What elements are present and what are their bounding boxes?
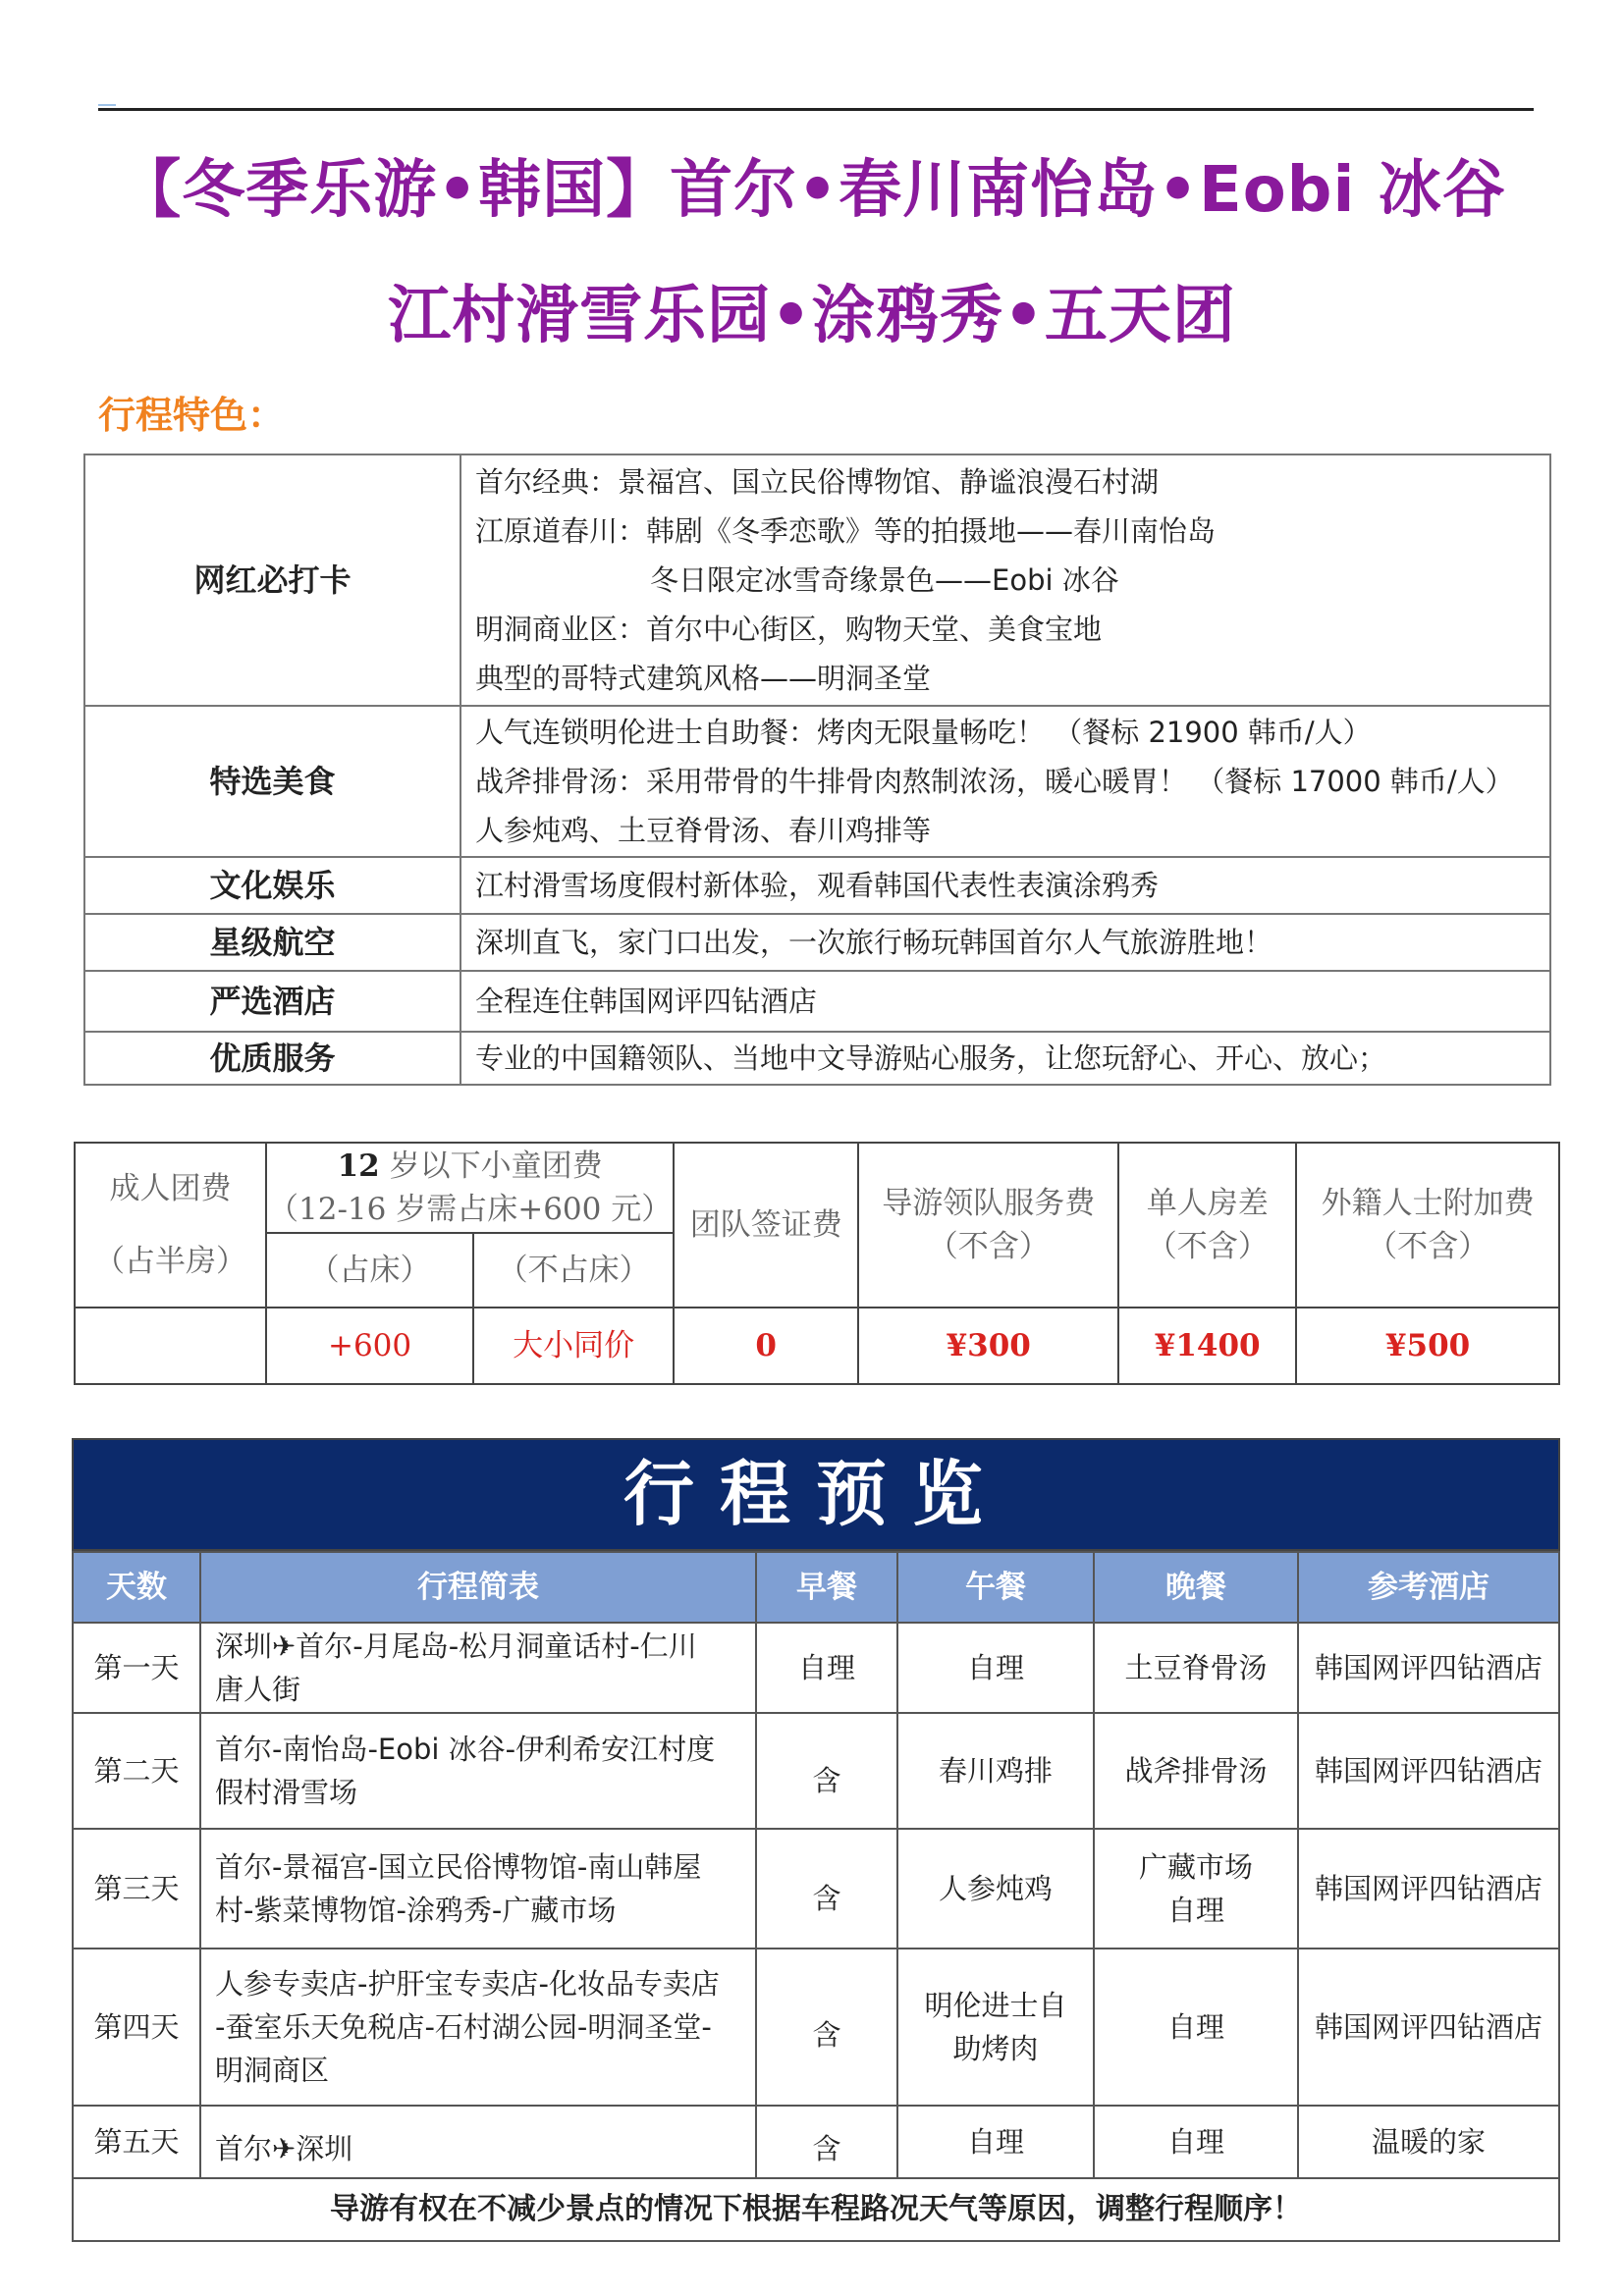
price-table bbox=[74, 1142, 1560, 1385]
route-cell bbox=[200, 1623, 756, 1713]
foreign-fee-header bbox=[1296, 1143, 1559, 1308]
day-cell: 第五天 bbox=[73, 2106, 200, 2178]
feature-key: 特选美食 bbox=[84, 706, 460, 857]
feature-value: 全程连住韩国网评四钻酒店 bbox=[460, 971, 1550, 1032]
adult-fee-label: 成人团费 bbox=[109, 1171, 232, 1206]
dinner-cell: 自理 bbox=[1094, 2106, 1298, 2178]
feature-line: 明洞商业区：首尔中心街区，购物天堂、美食宝地 bbox=[475, 613, 1103, 646]
route-line: 深圳✈首尔-月尾岛-松月洞童话村-仁川 bbox=[215, 1629, 697, 1663]
feature-line: 典型的哥特式建筑风格——明洞圣堂 bbox=[475, 662, 932, 695]
with-bed-value: +600 bbox=[266, 1308, 473, 1384]
dinner-cell: 土豆脊骨汤 bbox=[1094, 1623, 1298, 1713]
child-age: 12 bbox=[337, 1148, 380, 1184]
route-line: 首尔-景福宫-国立民俗博物馆-南山韩屋 bbox=[215, 1850, 702, 1884]
hotel-cell: 韩国网评四钻酒店 bbox=[1298, 1829, 1559, 1949]
features-table bbox=[83, 454, 1551, 1086]
dinner-cell: 战斧排骨汤 bbox=[1094, 1713, 1298, 1829]
feature-line: 人参炖鸡、土豆脊骨汤、春川鸡排等 bbox=[475, 814, 932, 847]
feature-row bbox=[84, 971, 1550, 1032]
hotel-cell: 韩国网评四钻酒店 bbox=[1298, 1949, 1559, 2106]
feature-key: 星级航空 bbox=[84, 914, 460, 971]
breakfast-cell: 含 bbox=[756, 2106, 897, 2178]
route-line: 村-紫菜博物馆-涂鸦秀-广藏市场 bbox=[215, 1894, 617, 1927]
feature-key: 优质服务 bbox=[84, 1032, 460, 1085]
feature-value bbox=[460, 454, 1550, 706]
day-cell: 第一天 bbox=[73, 1623, 200, 1713]
single-room-header bbox=[1118, 1143, 1296, 1308]
lunch-cell: 自理 bbox=[897, 2106, 1094, 2178]
header-rule bbox=[98, 108, 1534, 111]
route-line: 假村滑雪场 bbox=[215, 1776, 358, 1809]
child-fee-label: 岁以下小童团费 bbox=[379, 1148, 603, 1184]
guide-fee-label: 导游领队服务费 bbox=[882, 1186, 1096, 1221]
lunch-cell: 春川鸡排 bbox=[897, 1713, 1094, 1829]
header-day: 天数 bbox=[73, 1552, 200, 1623]
itinerary-banner: 行程预览 bbox=[72, 1438, 1560, 1551]
itinerary-note: 导游有权在不减少景点的情况下根据车程路况天气等原因，调整行程顺序！ bbox=[73, 2178, 1559, 2241]
itinerary-row bbox=[73, 1713, 1559, 1829]
route-line: 唐人街 bbox=[215, 1673, 301, 1706]
lunch-cell: 自理 bbox=[897, 1623, 1094, 1713]
foreign-fee-value: ¥500 bbox=[1296, 1308, 1559, 1384]
header-lunch: 午餐 bbox=[897, 1552, 1094, 1623]
lunch-cell bbox=[897, 1949, 1094, 2106]
feature-line: 首尔经典：景福宫、国立民俗博物馆、静谧浪漫石村湖 bbox=[475, 465, 1160, 499]
features-heading: 行程特色： bbox=[98, 394, 286, 437]
feature-line: 江原道春川：韩剧《冬季恋歌》等的拍摄地——春川南怡岛 bbox=[475, 514, 1217, 548]
guide-fee-value: ¥300 bbox=[858, 1308, 1118, 1384]
day-cell: 第二天 bbox=[73, 1713, 200, 1829]
route-cell bbox=[200, 1713, 756, 1829]
foreign-fee-label: 外籍人士附加费 bbox=[1321, 1186, 1535, 1221]
title-line-2: 江村滑雪乐园•涂鸦秀•五天团 bbox=[388, 280, 1236, 352]
feature-row bbox=[84, 1032, 1550, 1085]
itinerary-row bbox=[73, 2106, 1559, 2178]
route-cell bbox=[200, 1829, 756, 1949]
feature-value: 专业的中国籍领队、当地中文导游贴心服务，让您玩舒心、开心、放心； bbox=[460, 1032, 1550, 1085]
day-cell: 第四天 bbox=[73, 1949, 200, 2106]
hotel-cell: 韩国网评四钻酒店 bbox=[1298, 1623, 1559, 1713]
header-route: 行程简表 bbox=[200, 1552, 756, 1623]
breakfast-cell: 含 bbox=[756, 1713, 897, 1829]
feature-value: 江村滑雪场度假村新体验，观看韩国代表性表演涂鸦秀 bbox=[460, 857, 1550, 914]
feature-key: 文化娱乐 bbox=[84, 857, 460, 914]
route-line: 首尔-南怡岛-Eobi 冰谷-伊利希安江村度 bbox=[215, 1733, 716, 1766]
price-header-row bbox=[75, 1143, 1559, 1233]
itinerary-row bbox=[73, 1949, 1559, 2106]
feature-key: 严选酒店 bbox=[84, 971, 460, 1032]
single-room-value: ¥1400 bbox=[1118, 1308, 1296, 1384]
breakfast-cell: 自理 bbox=[756, 1623, 897, 1713]
adult-fee-value bbox=[75, 1308, 266, 1384]
single-room-label: 单人房差 bbox=[1146, 1186, 1269, 1221]
feature-line: 战斧排骨汤：采用带骨的牛排骨肉熬制浓汤，暖心暖胃！ （餐标 17000 韩币/人） bbox=[475, 765, 1514, 798]
dinner-line: 广藏市场 bbox=[1138, 1850, 1253, 1884]
itinerary-row bbox=[73, 1623, 1559, 1713]
visa-fee-value: 0 bbox=[674, 1308, 858, 1384]
lunch-cell: 人参炖鸡 bbox=[897, 1829, 1094, 1949]
breakfast-cell: 含 bbox=[756, 1949, 897, 2106]
itinerary-table bbox=[72, 1551, 1560, 2242]
with-bed-header: （占床） bbox=[266, 1233, 473, 1308]
header-dinner: 晚餐 bbox=[1094, 1552, 1298, 1623]
route-cell: 首尔✈深圳 bbox=[200, 2106, 756, 2178]
header-hotel: 参考酒店 bbox=[1298, 1552, 1559, 1623]
feature-value bbox=[460, 706, 1550, 857]
guide-fee-note: （不含） bbox=[927, 1229, 1050, 1264]
route-cell bbox=[200, 1949, 756, 2106]
dinner-cell: 自理 bbox=[1094, 1949, 1298, 2106]
dinner-cell bbox=[1094, 1829, 1298, 1949]
itinerary-row bbox=[73, 1829, 1559, 1949]
lunch-line: 明伦进士自 bbox=[924, 1989, 1067, 2022]
lunch-line: 助烤肉 bbox=[952, 2032, 1039, 2065]
feature-value: 深圳直飞，家门口出发，一次旅行畅玩韩国首尔人气旅游胜地！ bbox=[460, 914, 1550, 971]
no-bed-value: 大小同价 bbox=[473, 1308, 674, 1384]
hotel-cell: 韩国网评四钻酒店 bbox=[1298, 1713, 1559, 1829]
feature-row bbox=[84, 914, 1550, 971]
adult-fee-note: （占半房） bbox=[94, 1244, 246, 1279]
visa-fee-header: 团队签证费 bbox=[674, 1143, 858, 1308]
feature-key: 网红必打卡 bbox=[84, 454, 460, 706]
day-cell: 第三天 bbox=[73, 1829, 200, 1949]
feature-row bbox=[84, 454, 1550, 706]
title-line-1: 【冬季乐游•韩国】首尔•春川南怡岛•Eobi 冰谷 bbox=[118, 154, 1506, 227]
foreign-fee-note: （不含） bbox=[1367, 1229, 1489, 1264]
child-fee-note: （12-16 岁需占床+600 元） bbox=[268, 1192, 673, 1227]
adult-fee-header bbox=[75, 1143, 266, 1308]
guide-fee-header bbox=[858, 1143, 1118, 1308]
breakfast-cell: 含 bbox=[756, 1829, 897, 1949]
route-line: 人参专卖店-护肝宝专卖店-化妆品专卖店 bbox=[215, 1967, 720, 2001]
itinerary-header-row bbox=[73, 1552, 1559, 1623]
single-room-note: （不含） bbox=[1146, 1229, 1269, 1264]
no-bed-header: （不占床） bbox=[473, 1233, 674, 1308]
feature-row bbox=[84, 706, 1550, 857]
route-line: 明洞商区 bbox=[215, 2054, 330, 2087]
feature-line: 冬日限定冰雪奇缘景色——Eobi 冰谷 bbox=[650, 563, 1119, 597]
feature-row bbox=[84, 857, 1550, 914]
header-mark bbox=[98, 94, 116, 106]
header-breakfast: 早餐 bbox=[756, 1552, 897, 1623]
feature-line: 人气连锁明伦进士自助餐：烤肉无限量畅吃！ （餐标 21900 韩币/人） bbox=[475, 716, 1372, 749]
route-line: -蚕室乐天免税店-石村湖公园-明洞圣堂- bbox=[215, 2010, 712, 2044]
child-fee-header bbox=[266, 1143, 674, 1233]
itinerary-note-row bbox=[73, 2178, 1559, 2241]
dinner-line: 自理 bbox=[1166, 1894, 1224, 1927]
hotel-cell: 温暖的家 bbox=[1298, 2106, 1559, 2178]
price-value-row bbox=[75, 1308, 1559, 1384]
